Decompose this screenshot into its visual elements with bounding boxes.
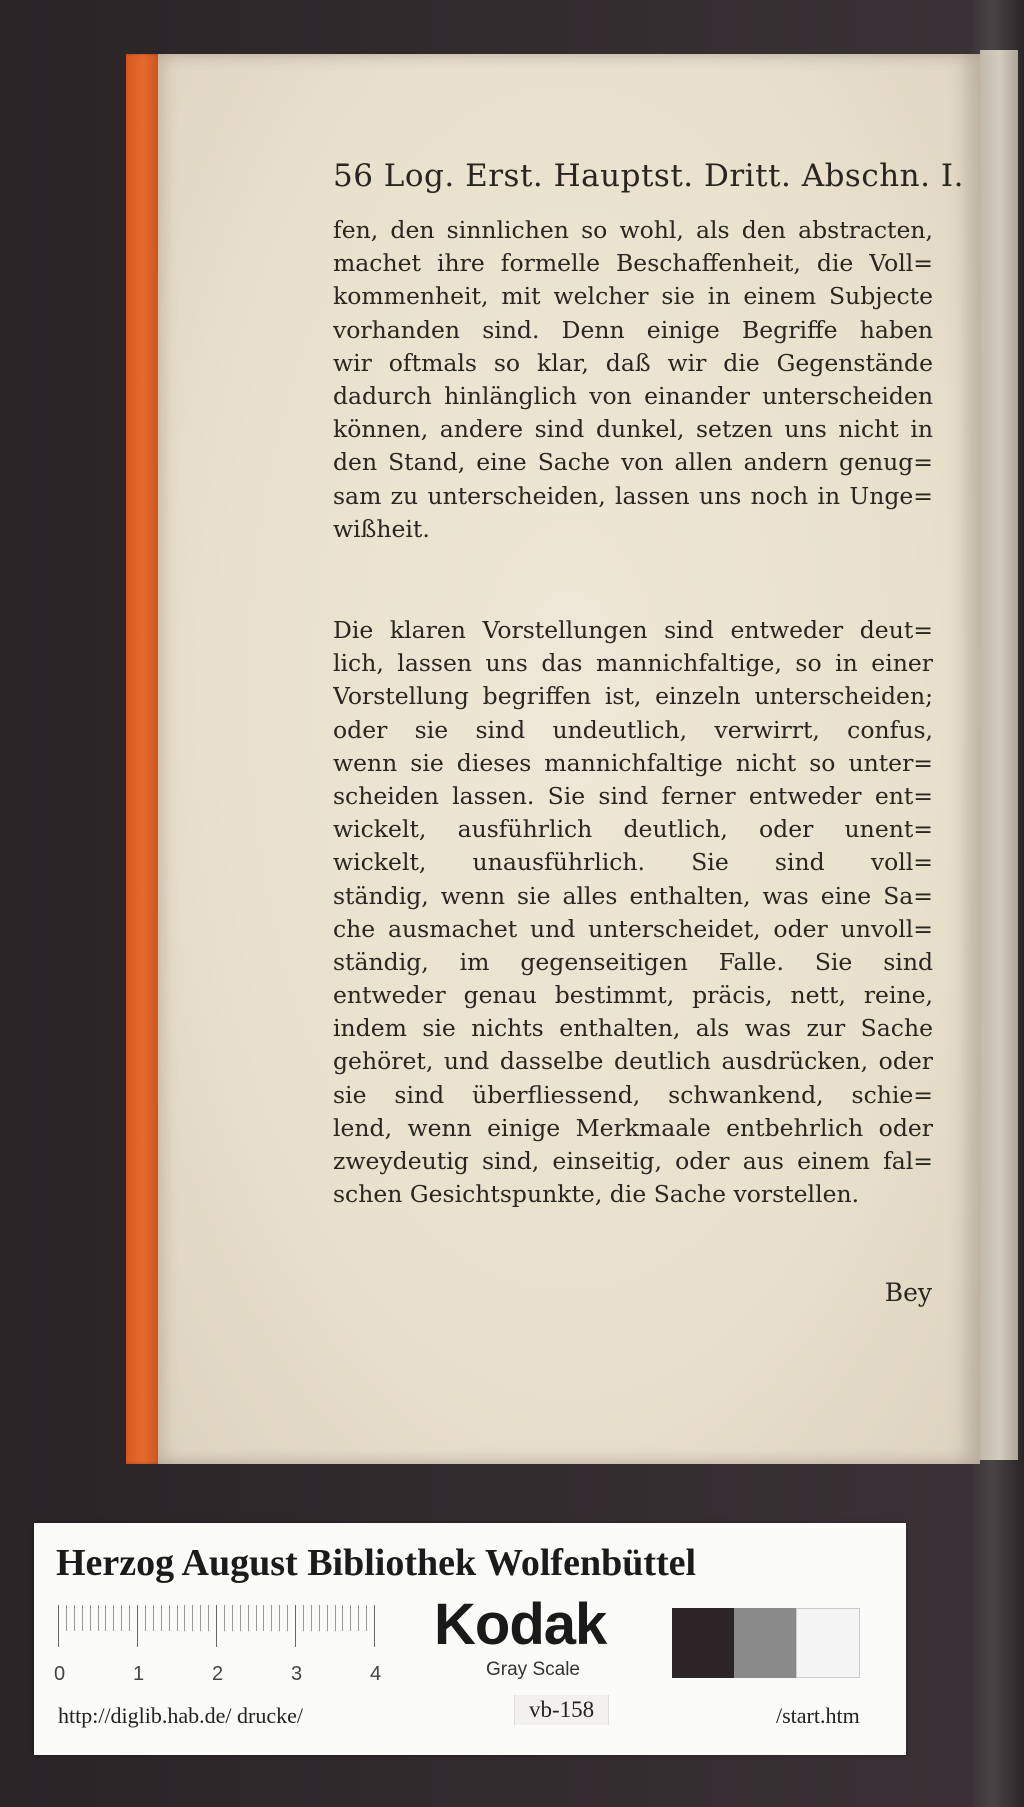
ruler-tick xyxy=(113,1605,114,1631)
ruler-tick xyxy=(232,1605,233,1631)
ruler-tick xyxy=(335,1605,336,1631)
ruler-tick xyxy=(327,1605,328,1631)
text-line: lich, lassen uns das mannichfaltige, so in einer xyxy=(333,649,933,678)
shelfmark: vb-158 xyxy=(514,1695,609,1725)
text-line: zweydeutig sind, einseitig, oder aus einem fal= xyxy=(333,1147,933,1175)
ruler-tick xyxy=(153,1605,154,1631)
ruler-tick xyxy=(169,1605,170,1631)
text-line: Vorstellung begriffen ist, einzeln unterscheiden; xyxy=(333,682,933,711)
start-path: /start.htm xyxy=(776,1703,860,1728)
ruler-number: 1 xyxy=(133,1663,145,1685)
library-title: Herzog August Bibliothek Wolfenbüttel xyxy=(56,1542,697,1584)
text-line: den Stand, eine Sache von allen andern genug= xyxy=(333,448,933,477)
ruler-tick xyxy=(240,1605,241,1631)
ruler-tick xyxy=(271,1605,272,1631)
ruler-tick xyxy=(216,1605,217,1647)
ruler-tick xyxy=(58,1605,59,1647)
ruler-number: 2 xyxy=(212,1663,224,1685)
ruler-tick xyxy=(121,1605,122,1631)
ruler-tick xyxy=(177,1605,178,1631)
gray-swatch-black xyxy=(672,1608,736,1678)
catchword: Bey xyxy=(884,1278,932,1307)
ruler-tick xyxy=(263,1605,264,1631)
ruler-tick xyxy=(350,1605,351,1631)
ruler-tick xyxy=(82,1605,83,1631)
text-line: sam zu unterscheiden, lassen uns noch in Unge= xyxy=(333,481,933,510)
ruler xyxy=(58,1605,444,1659)
text-line: lend, wenn einige Merkmaale entbehrlich oder xyxy=(333,1113,933,1142)
text-line: wickelt, ausführlich deutlich, oder unent= xyxy=(333,815,933,844)
text-line: oder sie sind undeutlich, verwirrt, confus, xyxy=(333,715,933,744)
ruler-tick xyxy=(248,1605,249,1631)
ruler-tick xyxy=(66,1605,67,1631)
ruler-tick xyxy=(129,1605,130,1631)
ruler-tick xyxy=(137,1605,138,1647)
text-line: gehöret, und dasselbe deutlich ausdrücken, oder xyxy=(333,1047,933,1076)
ruler-tick xyxy=(342,1605,343,1631)
text-line: fen, den sinnlichen so wohl, als den abstracten, xyxy=(333,216,933,244)
ruler-tick xyxy=(200,1605,201,1631)
ruler-tick xyxy=(184,1605,185,1631)
text-line: wir oftmals so klar, daß wir die Gegenstände xyxy=(333,348,933,377)
ruler-number: 0 xyxy=(54,1663,66,1685)
ruler-number: 3 xyxy=(291,1663,303,1685)
kodak-logo: Kodak xyxy=(434,1592,607,1657)
gray-scale-caption: Gray Scale xyxy=(486,1659,580,1680)
ruler-number: 4 xyxy=(370,1663,382,1685)
ruler-tick xyxy=(319,1605,320,1631)
ruler-tick xyxy=(311,1605,312,1631)
ruler-tick xyxy=(256,1605,257,1631)
ruler-tick xyxy=(366,1605,367,1631)
library-label xyxy=(34,1523,906,1755)
text-line: indem sie nichts enthalten, als was zur Sache xyxy=(333,1014,933,1043)
text-line: kommenheit, mit welcher sie in einem Subjecte xyxy=(333,282,933,311)
text-line: dadurch hinlänglich von einander unterscheiden xyxy=(333,381,933,410)
ruler-tick xyxy=(358,1605,359,1631)
gray-swatch-mid xyxy=(734,1608,798,1678)
text-line: machet ihre formelle Beschaffenheit, die Voll= xyxy=(333,249,933,278)
ruler-tick xyxy=(208,1605,209,1631)
ruler-tick xyxy=(303,1605,304,1631)
library-url: http://diglib.hab.de/ drucke/ xyxy=(58,1703,304,1728)
text-line: schen Gesichtspunkte, die Sache vorstellen. xyxy=(333,1180,860,1209)
text-line: che ausmachet und unterscheidet, oder unvoll= xyxy=(333,914,933,943)
ruler-tick xyxy=(279,1605,280,1631)
paragraph-1 xyxy=(333,214,933,546)
ruler-tick xyxy=(145,1605,146,1631)
text-line: vorhanden sind. Denn einige Begriffe haben xyxy=(333,315,933,344)
gray-swatch-white xyxy=(796,1608,860,1678)
text-line: sie sind überfliessend, schwankend, schie= xyxy=(333,1080,933,1109)
text-line: ständig, wenn sie alles enthalten, was eine Sa= xyxy=(333,881,933,910)
text-line: entweder genau bestimmt, präcis, nett, reine, xyxy=(333,981,933,1010)
text-line: ständig, im gegenseitigen Falle. Sie sind xyxy=(333,947,933,976)
text-line: wenn sie dieses mannichfaltige nicht so unter= xyxy=(333,748,933,777)
text-line: Die klaren Vorstellungen sind entweder deut= xyxy=(333,616,933,644)
ruler-tick xyxy=(90,1605,91,1631)
paragraph-2 xyxy=(333,614,933,1211)
ruler-tick xyxy=(374,1605,375,1647)
ruler-tick xyxy=(105,1605,106,1631)
ruler-tick xyxy=(74,1605,75,1631)
text-line: wißheit. xyxy=(333,514,430,543)
ruler-tick xyxy=(295,1605,296,1647)
text-line: wickelt, unausführlich. Sie sind voll= xyxy=(333,848,933,877)
page-header: 56 Log. Erst. Hauptst. Dritt. Abschn. I. xyxy=(333,158,964,194)
ruler-tick xyxy=(161,1605,162,1631)
ruler-tick xyxy=(192,1605,193,1631)
ruler-tick xyxy=(224,1605,225,1631)
ruler-tick xyxy=(287,1605,288,1631)
next-page-edge xyxy=(980,50,1018,1460)
text-line: können, andere sind dunkel, setzen uns nicht in xyxy=(333,415,933,444)
ruler-tick xyxy=(98,1605,99,1631)
text-line: scheiden lassen. Sie sind ferner entweder ent= xyxy=(333,781,933,810)
